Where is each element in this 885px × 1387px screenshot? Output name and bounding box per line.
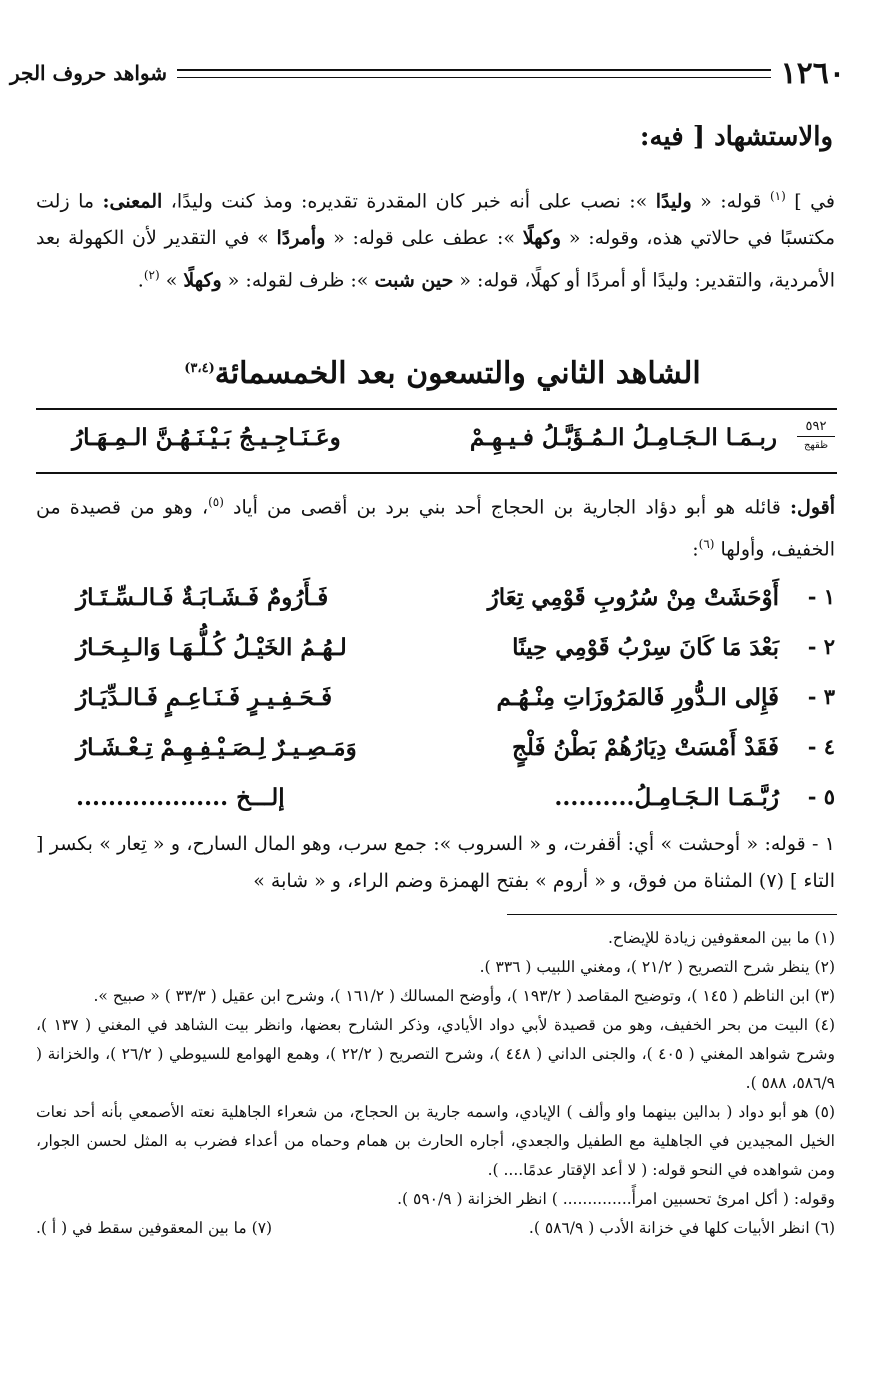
verse-number-value: ٥٩٢ — [805, 419, 827, 434]
hemistich-second: إلـــخ ................... — [76, 784, 285, 811]
footnote-continuation: وقوله: ( أكل امرئ تحسبين امرأً.............. ) انظر الخزانة ( ٥٩٠/٩ ). — [397, 1190, 835, 1208]
aqul-paragraph — [36, 484, 835, 569]
bold-term: وأمردًا — [276, 227, 326, 250]
bold-term: وليدًا — [655, 190, 692, 213]
text-run: قوله: « — [691, 190, 762, 213]
text-run: ، وهو من قصيدة من الخفيف، وأولها — [36, 496, 835, 561]
footnote-row — [36, 1214, 835, 1243]
footnote-ref: (٥) — [208, 495, 224, 509]
hemistich-second: فَـحَـفِـيـرٍ فَـنَـاعِـمٍ فَـالـدِّيَـارُ — [76, 684, 333, 711]
hemistich-second: وعَـنَـاجِـيـجُ بَـيْـنَـهُـنَّ الـمِـهَـارُ — [72, 424, 341, 451]
poem-line — [36, 578, 835, 628]
hemistich-first: فَإِلى الـدُّورِ فَالمَرُوزَاتِ مِنْـهُـم — [496, 684, 779, 711]
text-run: . — [137, 269, 144, 292]
shahid-verse — [36, 408, 837, 474]
poem-line — [36, 778, 835, 828]
intro-paragraph — [36, 178, 835, 300]
hemistich-first: رُبَّـمَـا الـجَـامِـلُ.......... — [554, 784, 779, 811]
verse-meter-label: ظ‍قهج — [797, 436, 835, 455]
text-run: »: نصب على أنه خبر كان المقدرة تقديره: ومذ كنت وليدًا، — [162, 190, 656, 213]
text-run: »: عطف على قوله: « — [325, 227, 523, 250]
footnote-separator — [507, 914, 837, 915]
footnote: (٣) ابن الناظم ( ١٤٥ )، وتوضيح المقاصد ( ١٩٣/٢ )، وأوضح المسالك ( ١٦١/٢ )، وشرح ابن عقيل ( ٣٣/٣ ) « صبيح ». — [93, 987, 835, 1005]
text-run: في ] — [794, 190, 836, 213]
poem-line-number: ٥ - — [807, 784, 835, 809]
text-run: » في التقدير لأن الكهولة بعد الأمردية، والتقدير: وليدًا أو أمردًا أو كهلًا، قوله: « — [36, 227, 835, 292]
footnote: (٤) البيت من بحر الخفيف، وهو من قصيدة لأبي دواد الأيادي، وذكر الشارح بعضها، وانظر بيت الشاهد في المغني ( ١٣٧ )، وشرح شواهد المغني ( ٤٠٥ )، والجنى الداني ( ٤٤٨ )، وشرح التصريح ( ٢٢/٢ )، وهمع الهوامع للسيوطي ( ٢٦/٢ )، والخزانة ( ٥٨٦/٩، ٥٨٨ ). — [36, 1016, 836, 1092]
poem-line-number: ٢ - — [807, 634, 835, 659]
text-run: قائله هو أبو دؤاد الجارية بن الحجاج أحد بني برد بن أقصى من أياد — [223, 496, 791, 519]
poem-line-number: ٤ - — [807, 734, 835, 759]
hemistich-second: لـهُـمُ الخَيْـلُ كُـلُّـهَـا وَالـبِـحَـارُ — [76, 634, 347, 661]
hemistich-first: بَعْدَ مَا كَانَ سِرْبُ قَوْمِي حِينًا — [512, 634, 779, 661]
footnote-ref: (٣،٤) — [184, 361, 215, 376]
footnote: (٧) ما بين المعقوفين سقط في ( أ ). — [36, 1219, 273, 1237]
footnotes — [36, 924, 835, 1243]
footnote: (١) ما بين المعقوفين زيادة للإيضاح. — [607, 929, 835, 947]
footnote: (٢) ينظر شرح التصريح ( ٢١/٢ )، ومغني اللبيب ( ٣٣٦ ). — [479, 958, 835, 976]
hemistich-first: أَوْحَشَتْ مِنْ سُرُوبِ قَوْمِي تِعَارُ — [487, 584, 779, 611]
page-number: ١٢٦٠ — [780, 55, 845, 91]
poem — [36, 578, 835, 828]
hemistich-second: فَـأَرُومٌ فَـشَـابَـةٌ فَـالـسِّـتَـارُ — [76, 584, 329, 611]
poem-line — [36, 678, 835, 728]
hemistich-first: ربـمَـا الـجَـامِـلُ الـمُـؤَبَّـلُ فـيـهِـمْ — [469, 424, 777, 451]
page-header — [10, 54, 845, 92]
header-rule — [177, 69, 771, 78]
commentary-paragraph: ١ - قوله: « أوحشت » أي: أقفرت، و « السروب »: جمع سرب، وهو المال السارح، و « تِعار » بكسر [ التاء ] (٧) المثناة من فوق، و « أروم » بفتح الهمزة وضم الراء، و « شابة » — [36, 833, 835, 892]
running-title: شواهد حروف الجر — [10, 61, 168, 85]
bold-term: وكهلًا — [522, 227, 562, 250]
hemistich-first: فَقَدْ أَمْسَتْ دِيَارُهُمْ بَطْنُ فَلْجٍ — [512, 734, 779, 761]
poem-line — [36, 728, 835, 778]
shahid-title: الشاهد الثاني والتسعون بعد الخمسمائة — [214, 356, 701, 391]
text-run: : — [692, 538, 699, 561]
bold-term: المعنى: — [102, 190, 163, 213]
footnote-ref: (١) — [769, 189, 786, 203]
footnote-ref: (٦) — [698, 537, 715, 552]
bold-term: وكهلًا — [183, 269, 222, 292]
bold-term: أقول: — [790, 496, 836, 519]
shahid-heading — [0, 356, 885, 391]
poem-line-number: ١ - — [807, 584, 835, 609]
footnote: (٦) انظر الأبيات كلها في خزانة الأدب ( ٥٨٦/٩ ). — [528, 1219, 835, 1237]
text-run: » — [159, 269, 184, 292]
footnote-ref: (٢) — [143, 268, 160, 283]
poem-line — [36, 628, 835, 678]
section-heading: والاستشهاد [ فيه: — [639, 122, 833, 152]
text-run: »: ظرف لقوله: « — [221, 269, 375, 292]
hemistich-second: وَمَـصِـيـرٌ لِـصَـيْـفِـهِـمْ تِـعْـشَـارُ — [76, 734, 357, 761]
text-run: ما زلت مكتسبًا في حالاتي هذه، وقوله: « — [36, 190, 836, 250]
bold-term: حين شبت — [374, 269, 454, 292]
verse-number — [797, 418, 835, 455]
poem-line-number: ٣ - — [807, 684, 835, 709]
footnote: (٥) هو أبو دواد ( بدالين بينهما واو وألف ) الإيادي، واسمه جارية بن الحجاج، من شعراء الجاهلية نعته الأصمعي بأنه أحد نعات الخيل المجيدين في الجاهلية مع الطفيل والجعدي، أجاره الحارث بن همام وحماه من أعداء فضرب به المثل لحسن الجوار، ومن شواهده في النحو قوله: ( لا أعد الإقتار عدمًا.... ). — [36, 1103, 835, 1179]
